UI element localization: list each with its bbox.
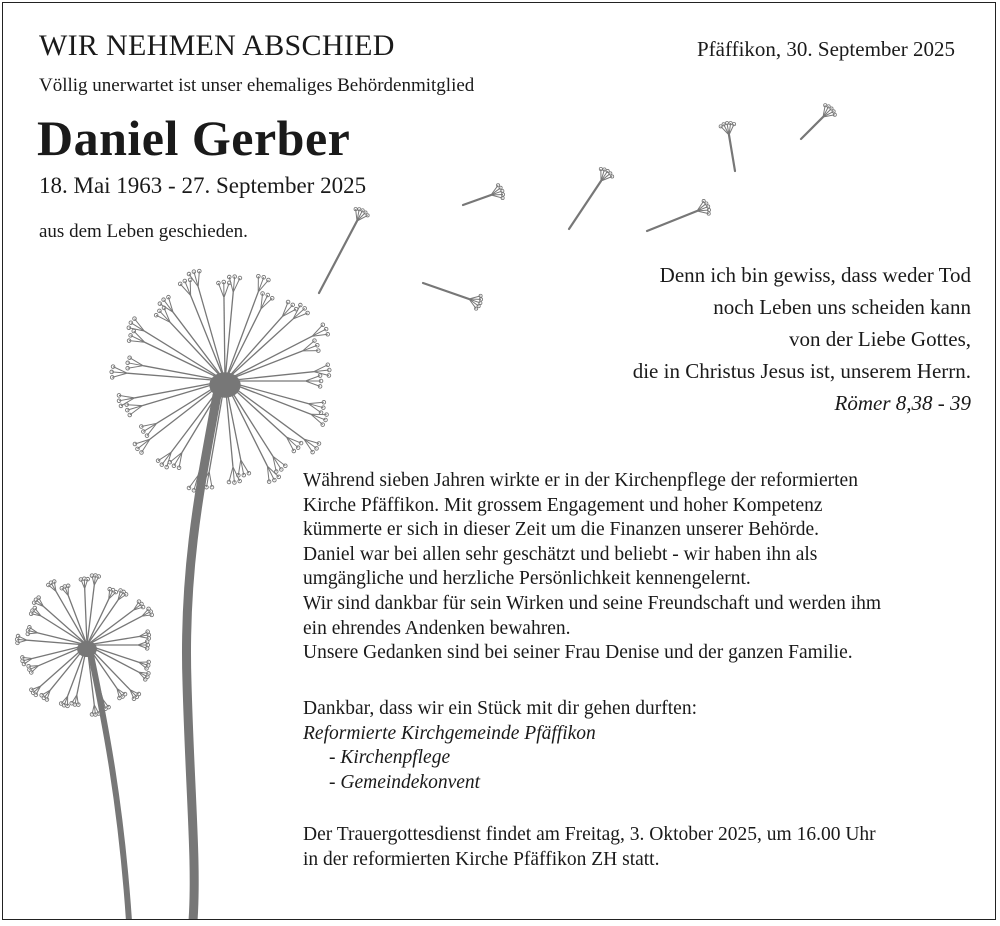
thanks-line: Dankbar, dass wir ein Stück mit dir gehen durften: [303, 697, 697, 722]
tribute-line: Daniel war bei allen sehr geschätzt und beliebt - wir haben ihn als [303, 543, 881, 568]
tribute-line: Während sieben Jahren wirkte er in der Kirchenpflege der reformierten [303, 469, 881, 494]
verse-line: die in Christus Jesus ist, unserem Herrn. [633, 355, 971, 387]
intro-text: Völlig unerwartet ist unser ehemaliges Behördenmitglied [39, 75, 474, 97]
tribute-line: Kirche Pfäffikon. Mit grossem Engagement und hoher Kompetenz [303, 494, 881, 519]
service-line: in der reformierten Kirche Pfäffikon ZH statt. [303, 848, 876, 873]
member-body: - Gemeindekonvent [303, 771, 697, 796]
tribute-line: kümmerte er sich in dieser Zeit um die Finanzen unserer Behörde. [303, 518, 881, 543]
bible-verse [633, 259, 971, 419]
service-line: Der Trauergottesdienst findet am Freitag, 3. Oktober 2025, um 16.00 Uhr [303, 823, 876, 848]
service-info [303, 823, 876, 872]
tribute-line: Wir sind dankbar für sein Wirken und seine Freundschaft und werden ihm [303, 592, 881, 617]
departed-text: aus dem Leben geschieden. [39, 221, 248, 243]
organization-name: Reformierte Kirchgemeinde Pfäffikon [303, 722, 697, 747]
tribute-line: umgängliche und herzliche Persönlichkeit kennengelernt. [303, 567, 881, 592]
place-and-date: Pfäffikon, 30. September 2025 [697, 37, 955, 62]
verse-line: von der Liebe Gottes, [633, 323, 971, 355]
tribute-line: ein ehrendes Andenken bewahren. [303, 617, 881, 642]
deceased-name: Daniel Gerber [37, 109, 350, 167]
lifespan: 18. Mai 1963 - 27. September 2025 [39, 173, 366, 199]
large-dandelion [110, 269, 331, 920]
small-dandelion [15, 574, 153, 920]
verse-line: noch Leben uns scheiden kann [633, 291, 971, 323]
tribute-text [303, 469, 881, 666]
headline: WIR NEHMEN ABSCHIED [39, 29, 395, 63]
obituary-notice [2, 2, 996, 920]
member-body: - Kirchenpflege [303, 746, 697, 771]
thanks-block [303, 697, 697, 795]
verse-reference: Römer 8,38 - 39 [633, 387, 971, 419]
verse-line: Denn ich bin gewiss, dass weder Tod [633, 259, 971, 291]
tribute-line: Unsere Gedanken sind bei seiner Frau Denise und der ganzen Familie. [303, 641, 881, 666]
